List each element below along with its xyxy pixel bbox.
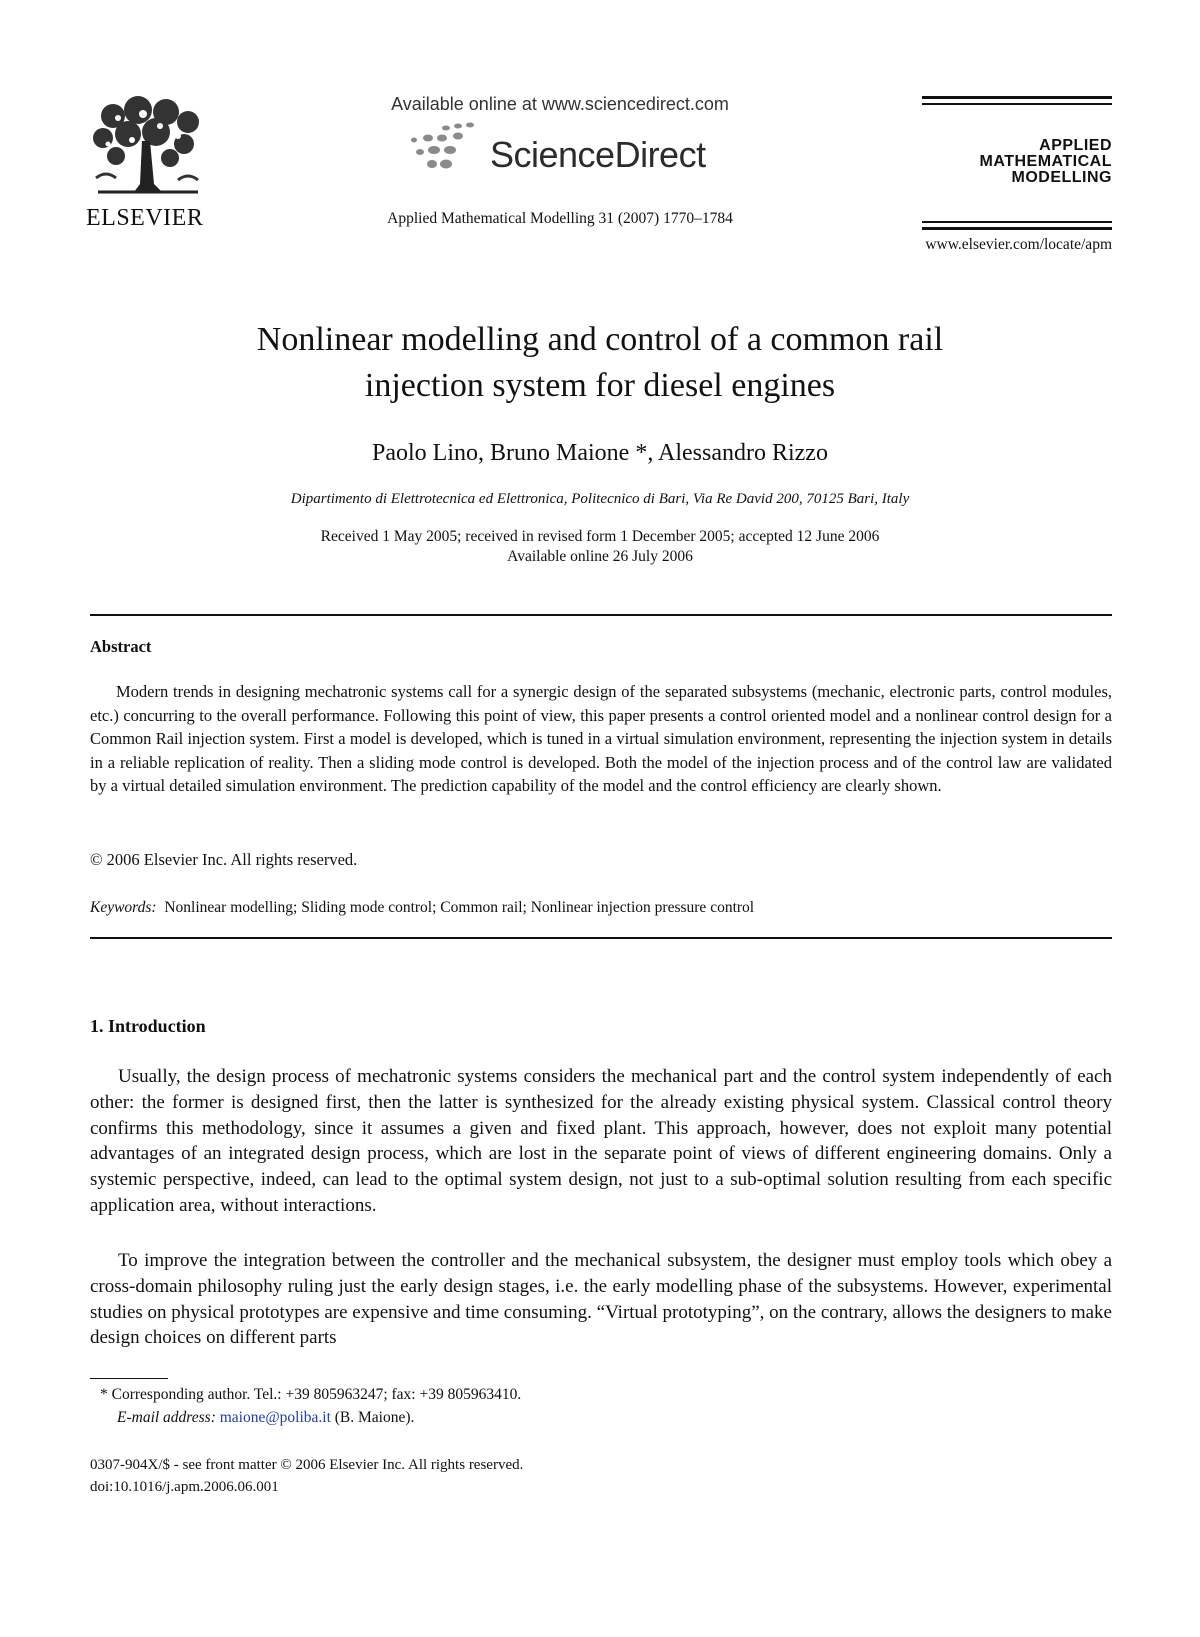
received-dates: Received 1 May 2005; received in revised form 1 December 2005; accepted 12 June 2006 xyxy=(320,528,880,545)
intro-paragraph-1: Usually, the design process of mechatronic systems considers the mechanical part and the control system independently of each other: the former is designed first, then the latter is synthesized for the already existing physical system. Classical control theory confirms this methodology, since it assumes a given and fixed plant. This approach, however, does not exploit many potential advantages of an integrated design process, which are lost in the separate point of views of different engineering domains. Only a systemic perspective, indeed, can lead to the optimal system design, not just to a sub-optimal solution resulting from each specific application area, without interactions. xyxy=(90,1066,1112,1216)
doi: doi:10.1016/j.apm.2006.06.001 xyxy=(90,1479,279,1495)
journal-logo-rule-bottom-1 xyxy=(922,221,1112,223)
journal-logo-rule-top-1 xyxy=(922,96,1112,99)
journal-logo xyxy=(922,138,1112,186)
abstract-heading: Abstract xyxy=(90,637,152,656)
abstract-text: Modern trends in designing mechatronic systems call for a synergic design of the separated subsystems (mechanic, electronic parts, control modules, etc.) concurring to the overall performance. Following this point of view, this paper presents a control oriented model and a nonlinear control design for a Common Rail injection system. First a model is developed, which is tuned in a virtual simulation environment, representing the injection system in details in a reliable replication of reality. Then a sliding mode control is developed. Both the model of the injection process and of the control law are validated by a virtual detailed simulation environment. The prediction capability of the model and the control efficiency are clearly shown. xyxy=(90,682,1112,795)
abstract-rule-top xyxy=(90,614,1112,616)
journal-logo-line-1: APPLIED xyxy=(1039,137,1112,154)
journal-logo-line-2: MATHEMATICAL xyxy=(979,153,1112,170)
abstract-copyright: © 2006 Elsevier Inc. All rights reserved. xyxy=(90,850,358,869)
journal-url-link[interactable]: www.elsevier.com/locate/apm xyxy=(925,236,1112,253)
available-online-notice: Available online at www.sciencedirect.com xyxy=(391,94,729,114)
available-online-date: Available online 26 July 2006 xyxy=(507,548,693,565)
article-history xyxy=(100,527,1100,567)
keywords-list: Nonlinear modelling; Sliding mode control; Common rail; Nonlinear injection pressure control xyxy=(164,899,755,916)
paper-title-line-1: Nonlinear modelling and control of a common rail xyxy=(256,321,944,358)
publisher-wordmark: ELSEVIER xyxy=(86,205,204,231)
intro-paragraph-2: To improve the integration between the controller and the mechanical subsystem, the designer must employ tools which obey a cross-domain philosophy ruling just the early design stages, i.e. the early modelling phase of the subsystems. However, experimental studies on physical prototypes are expensive and time consuming. “Virtual prototyping”, on the contrary, allows the designers to make design choices on different parts xyxy=(90,1250,1112,1349)
corresponding-author-footnote: * Corresponding author. Tel.: +39 805963247; fax: +39 805963410. xyxy=(100,1386,522,1403)
email-link[interactable]: maione@poliba.it xyxy=(219,1409,331,1426)
paper-title xyxy=(100,317,1100,409)
keywords xyxy=(90,899,754,917)
affiliation: Dipartimento di Elettrotecnica ed Elettronica, Politecnico di Bari, Via Re David 200, 70125 Bari, Italy xyxy=(290,491,910,507)
section-heading-introduction: 1. Introduction xyxy=(90,1016,206,1036)
journal-logo-rule-top-2 xyxy=(922,103,1112,105)
journal-logo-line-3: MODELLING xyxy=(1011,169,1112,186)
paper-title-line-2: injection system for diesel engines xyxy=(364,367,836,404)
elsevier-tree-logo xyxy=(88,96,208,196)
abstract-rule-bottom xyxy=(90,937,1112,939)
journal-citation: Applied Mathematical Modelling 31 (2007) 1770–1784 xyxy=(387,210,733,227)
email-footnote xyxy=(117,1409,414,1427)
footnote-rule xyxy=(90,1378,168,1379)
sciencedirect-dots-icon xyxy=(408,122,488,172)
sciencedirect-wordmark: ScienceDirect xyxy=(490,134,706,175)
journal-logo-rule-bottom-2 xyxy=(922,227,1112,230)
email-label: E-mail address: xyxy=(117,1409,216,1426)
issn-notice: 0307-904X/$ - see front matter © 2006 Elsevier Inc. All rights reserved. xyxy=(90,1457,524,1473)
email-suffix: (B. Maione). xyxy=(330,1409,415,1426)
keywords-label: Keywords: xyxy=(90,899,157,916)
author-list: Paolo Lino, Bruno Maione *, Alessandro Rizzo xyxy=(372,440,828,466)
